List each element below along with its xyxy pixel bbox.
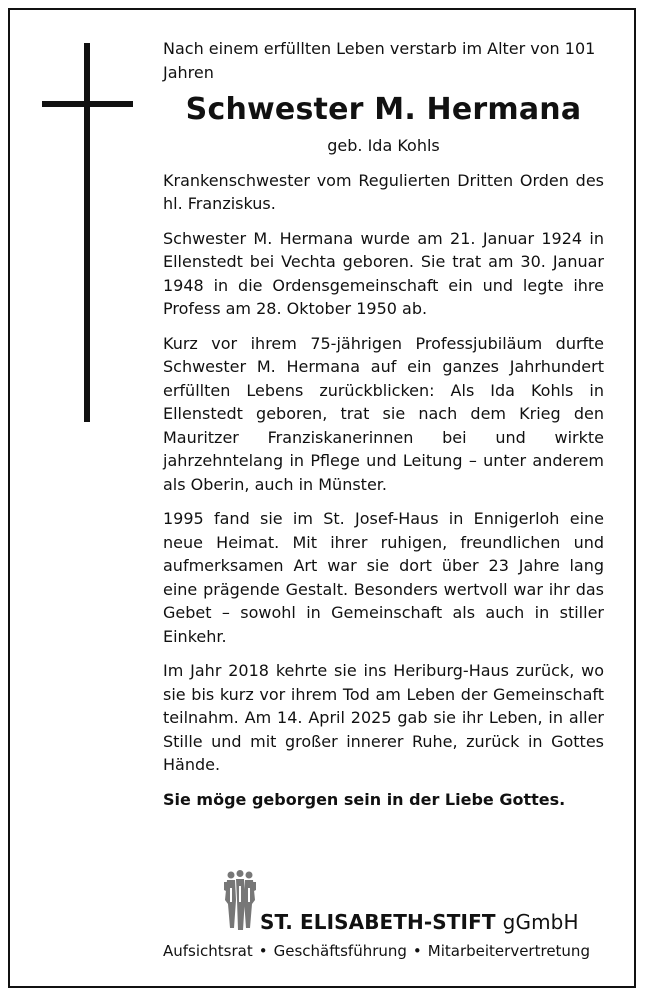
organization-name	[260, 910, 579, 934]
birth-name: geb. Ida Kohls	[327, 136, 440, 155]
organization-main-name: ST. ELISABETH-STIFT	[260, 910, 496, 934]
paragraph-biography: Schwester M. Hermana wurde am 21. Januar 1924 in Ellenstedt bei Vechta geboren. Sie trat am 30. Januar 1948 in die Ordensgemeinschaft ein und legte ihre Profess am 28. Oktober 1950 ab.	[163, 228, 604, 318]
paragraph-ennigerloh: 1995 fand sie im St. Josef-Haus in Ennigerloh eine neue Heimat. Mit ihrer ruhigen, freundlichen und aufmerksamen Art war sie dort über 23 Jahre lang eine prägende Gestalt. Besonders wertvoll war ihr das Gebet – sowohl in Gemeinschaft als auch in stiller Einkehr.	[163, 509, 604, 646]
figures-logo-icon	[222, 870, 258, 932]
paragraph-order: Krankenschwester vom Regulierten Dritten Orden des hl. Franziskus.	[163, 170, 604, 213]
signatory-management: Geschäftsführung	[273, 942, 407, 960]
separator-dot: •	[258, 942, 268, 960]
deceased-name: Schwester M. Hermana	[185, 92, 582, 127]
paragraph-jubilee: Kurz vor ihrem 75-jährigen Professjubiläum durfte Schwester M. Hermana auf ein ganzes Jahrhundert erfüllten Lebens zurückblicken: Als Ida Kohls in Ellenstedt geboren, trat sie nach dem Krieg den Mauritzer Franziskanerinnen bei und wirkte jahrzehntelang in Pflege und Leitung – unter anderem als Oberin, auch in Münster.	[163, 333, 604, 494]
obituary-content	[163, 37, 604, 811]
organization-signature	[222, 870, 632, 940]
organization-suffix: gGmbH	[502, 910, 579, 934]
intro-text: Nach einem erfüllten Leben verstarb im Alter von 101 Jahren	[163, 39, 596, 82]
separator-dot: •	[412, 942, 422, 960]
signatory-staff-council: Mitarbeitervertretung	[427, 942, 590, 960]
signatory-list	[163, 942, 604, 960]
closing-blessing: Sie möge geborgen sein in der Liebe Gottes.	[163, 789, 566, 809]
signatory-supervisory-board: Aufsichtsrat	[163, 942, 253, 960]
paragraph-final-years: Im Jahr 2018 kehrte sie ins Heriburg-Haus zurück, wo sie bis kurz vor ihrem Tod am Leben der Gemeinschaft teilnahm. Am 14. April 2025 gab sie ihr Leben, in aller Stille und mit großer innerer Ruhe, zurück in Gottes Hände.	[163, 661, 604, 774]
